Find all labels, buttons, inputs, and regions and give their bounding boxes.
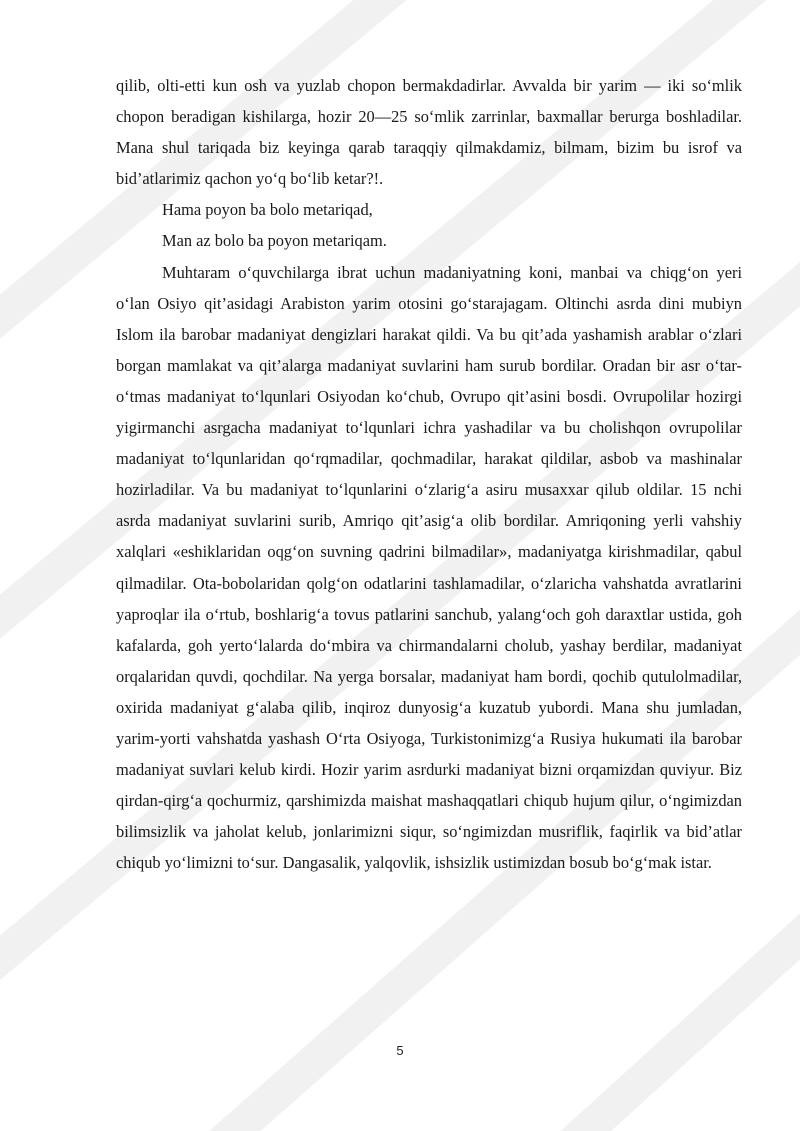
paragraph-main: Muhtaram o‘quvchilarga ibrat uchun madaniyatning koni, manbai va chiqg‘on yeri o‘lan Osiyo qit’asidagi Arabiston yarim otosini go‘starajagam. Oltinchi asrda dini mubiyn Islom ila barobar madaniyat dengizlari harakat qildi. Va bu qit’ada yashamish arablar o‘zlari borgan mamlakat va qit’alarga madaniyat suvlarini ham surub bordilar. Oradan bir asr o‘tar-o‘tmas madaniyat to‘lqunlari Osiyodan ko‘chub, Ovrupo qit’asini bosdi. Ovrupolilar hozirgi yigirmanchi asrgacha madaniyat to‘lqunlari ichra yashadilar va bu cholishqon ovrupolilar madaniyat to‘lqunlaridan qo‘rqmadilar, qochmadilar, harakat qildilar, asbob va mashinalar hozirladilar. Va bu madaniyat to‘lqunlarini o‘zlarig‘a asiru musaxxar qilub oldilar. 15 nchi asrda madaniyat suvlarini surib, Amriqo qit’asig‘a olib bordilar. Amriqoning yerli vahshiy xalqlari «eshiklaridan oqg‘on suvning qadrini bilmadilar», madaniyatga kirishmadilar, qabul qilmadilar. Ota-bobolaridan qolg‘on odatlarini tashlamadilar, o‘zlaricha vahshatda avratlarini yaproqlar ila o‘rtub, boshlarig‘a tovus patlarini sanchub, yalang‘och goh daraxtlar ustida, goh kafalarda, goh yerto‘lalarda do‘mbira va chirmandalarni cholub, yashay berdilar, madaniyat orqalaridan quvdi, qochdilar. Na yerga borsalar, madaniyat ham bordi, qochib qutulolmadilar, oxirida madaniyat g‘alaba qilib, inqiroz dunyosig‘a kuzatub yubordi. Mana shu jumladan, yarim-yorti vahshatda yashash O‘rta Osiyoga, Turkistonimizg‘a Rusiya hukumati ila barobar madaniyat suvlari kelub kirdi. Hozir yarim asrdurki madaniyat bizni orqamizdan quviyur. Biz qirdan-qirg‘a qochurmiz, qarshimizda maishat mashaqqatlari chiqub hujum qilur, o‘ngimizdan bilimsizlik va jaholat kelub, jonlarimizni siqur, so‘ngimizdan musriflik, faqirlik va bid’atlar chiqub yo‘limizni to‘sur. Dangasalik, yalqovlik, ishsizlik ustimizdan bosub bo‘g‘mak istar. [116,262,742,873]
paragraph-continuation: qilib, olti-etti kun osh va yuzlab chopon bermakdadirlar. Avvalda bir yarim — iki so‘mlik chopon beradigan kishilarga, hozir 20—25 so‘mlik zarrinlar, baxmallar berurga boshladilar. Mana shul tariqada biz keyinga qarab taraqqiy qilmakdamiz, bilmam, bizim bu isrof va bid’atlarimiz qachon yo‘q bo‘lib ketar?!. [116,76,742,189]
page-number: 5 [396,1043,404,1058]
document-body [116,70,742,878]
verse-line-1: Hama poyon ba bolo metariqad, [162,200,373,220]
verse-line-2: Man az bolo ba poyon metariqam. [162,231,387,251]
